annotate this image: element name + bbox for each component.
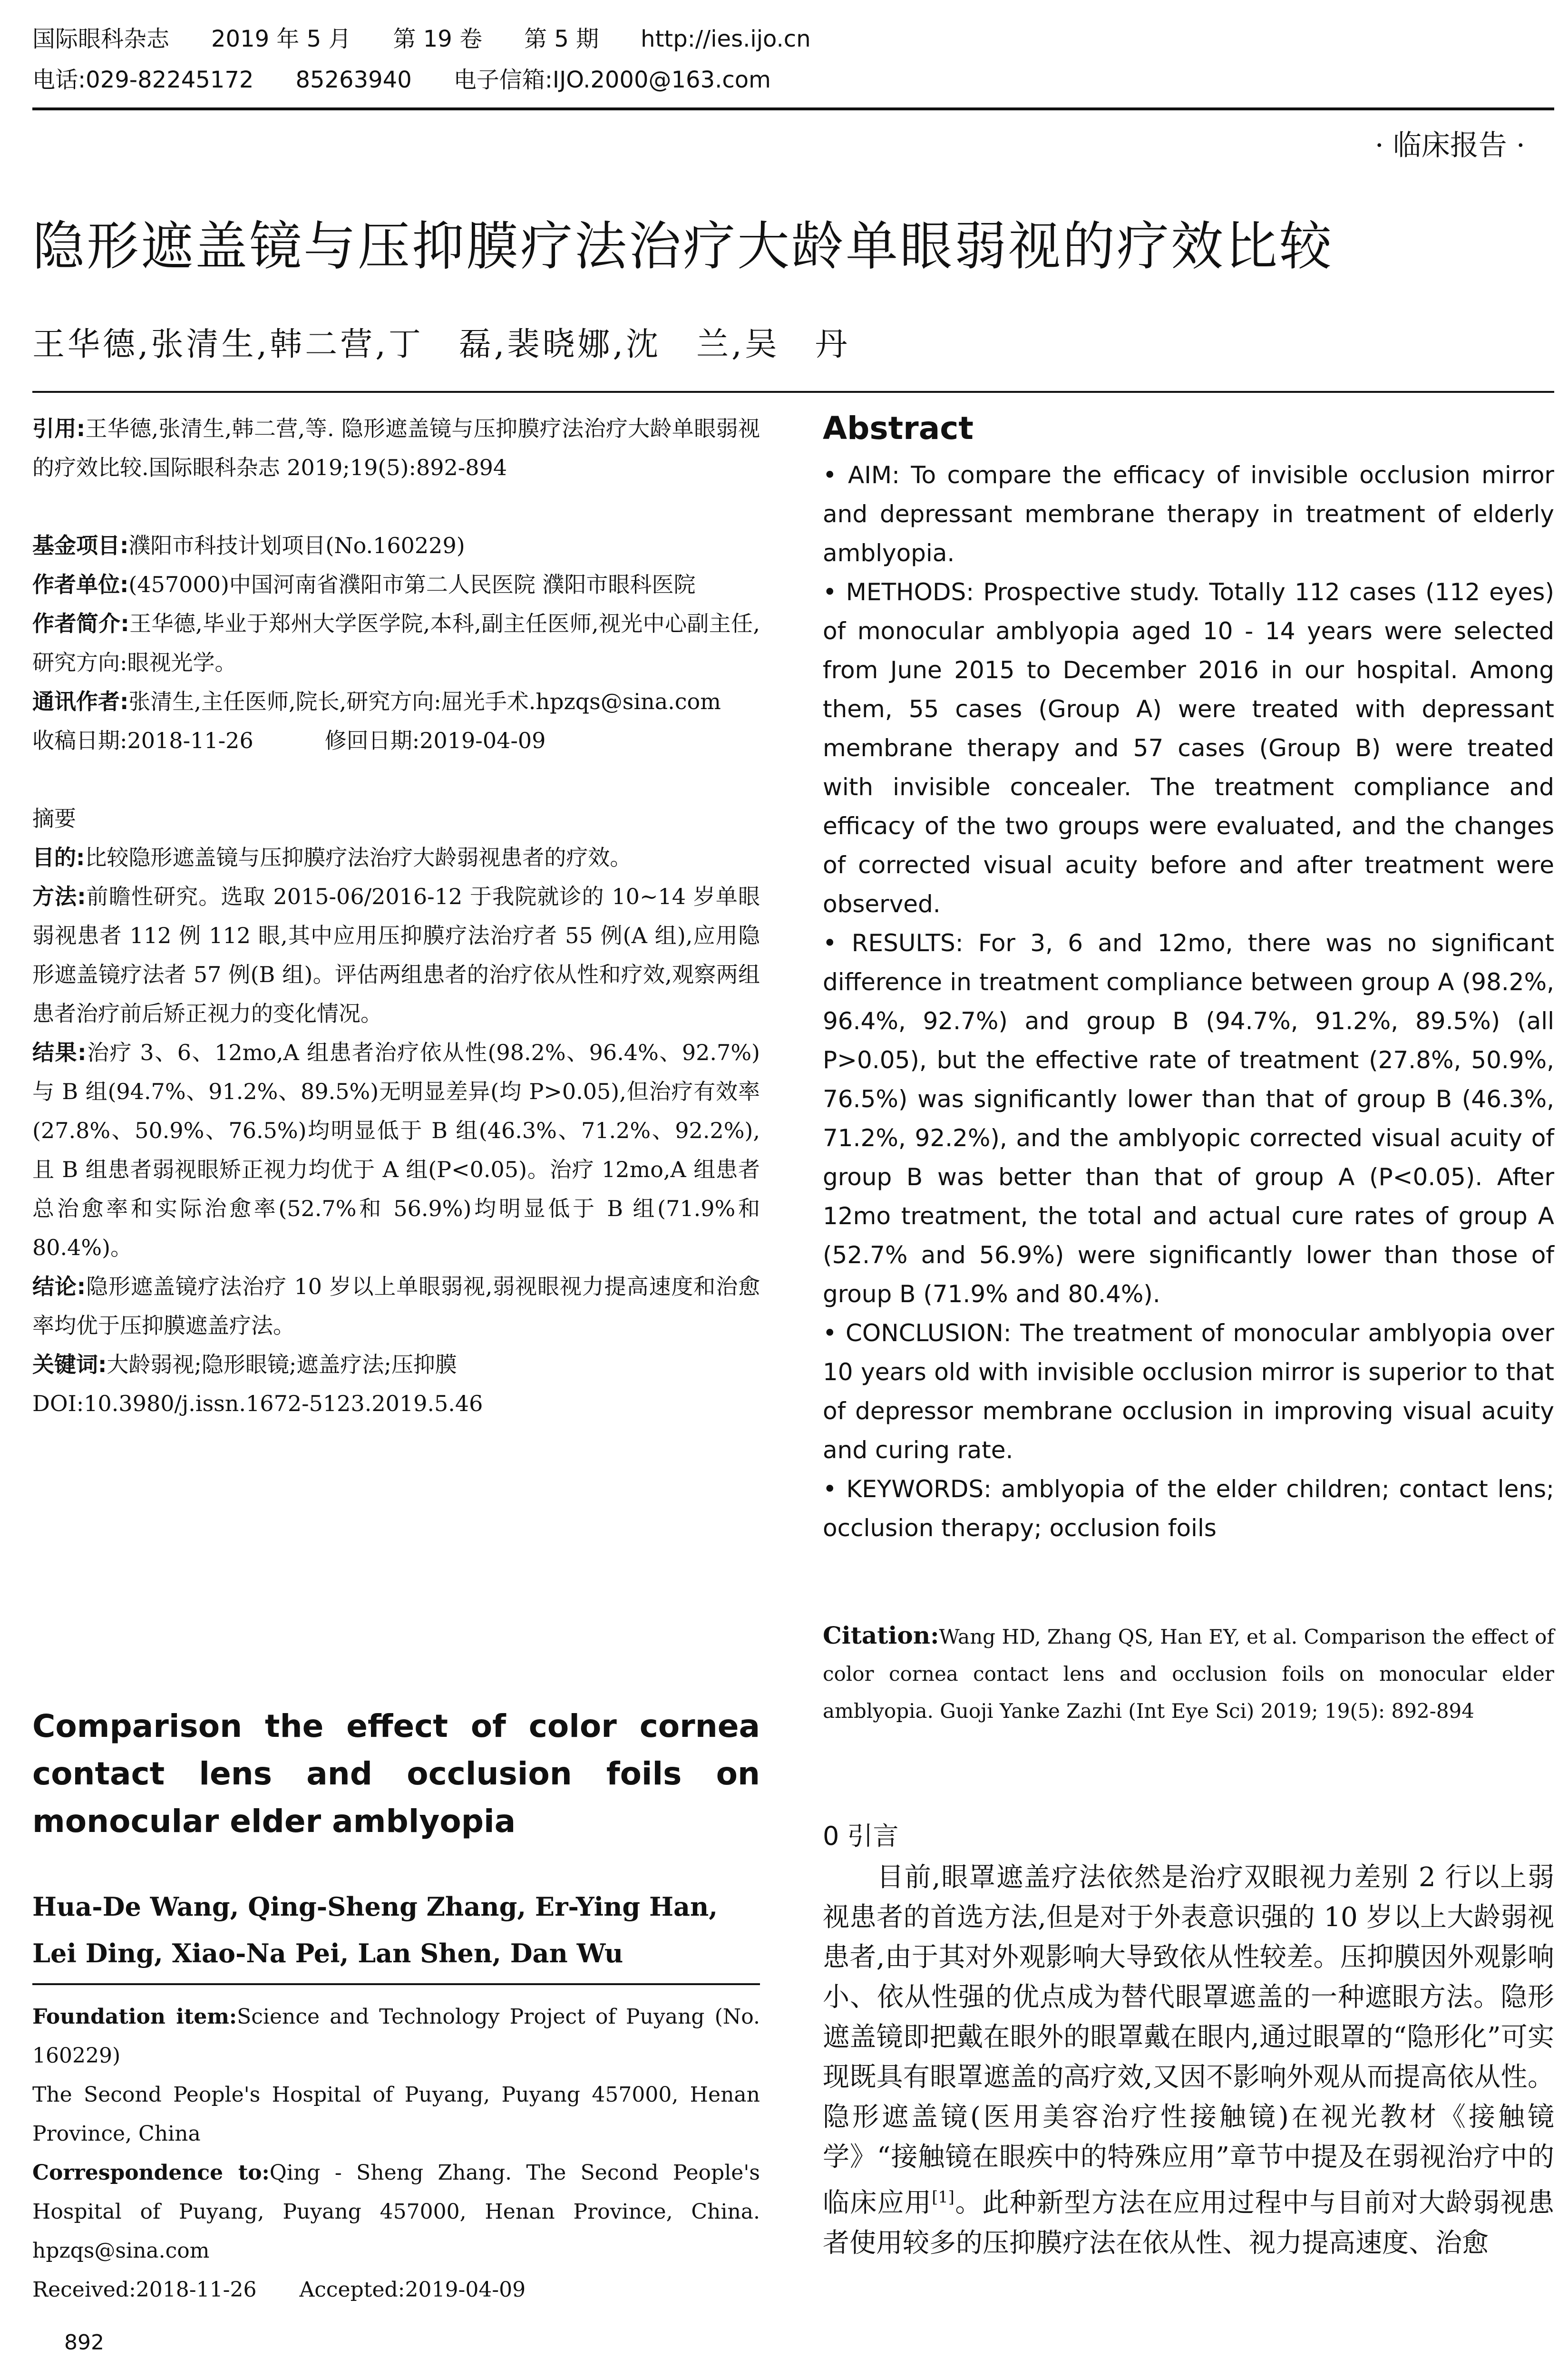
correspondence-en: Correspondence to:Qing - Sheng Zhang. The Second People's Hospital of Puyang, Puyang 457000, Henan Province, China. hpzqs@sina.com <box>32 2161 760 2263</box>
author-unit: 作者单位:(457000)中国河南省濮阳市第二人民医院 濮阳市眼科医院 <box>32 572 696 597</box>
english-authors-rule <box>32 1983 760 1985</box>
foundation-item-en: Foundation item:Science and Technology Project of Puyang (No. 160229) <box>32 2005 760 2068</box>
introduction-heading: 0 引言 <box>823 1821 899 1851</box>
email[interactable]: 电子信箱:IJO.2000@163.com <box>453 67 771 93</box>
abstract-aim-cn: 目的:比较隐形遮盖镜与压抑膜疗法治疗大龄弱视患者的疗效。 <box>32 845 632 870</box>
abstract-result-cn: 结果:治疗 3、6、12mo,A 组患者治疗依从性(98.2%、96.4%、92.7%)与 B 组(94.7%、91.2%、89.5%)无明显差异(均 P>0.05),但治疗有效率(27.8%、50.9%、76.5%)均明显低于 B 组(46.3%、71.2%、92.2%),且 B 组患者弱视眼矫正视力均优于 A 组(P<0.05)。治疗 12mo,A 组患者总治愈率和实际治愈率(52.7%和 56.9%)均明显低于 B 组(71.9%和 80.4%)。 <box>32 1040 760 1260</box>
journal-header-line-2 <box>32 62 813 98</box>
corresponding-author: 通讯作者:张清生,主任医师,院长,研究方向:屈光手术.hpzqs@sina.com <box>32 689 721 714</box>
abstract-aim-en: • AIM: To compare the efficacy of invisible occlusion mirror and depressant membrane therapy in treatment of elderly amblyopia. <box>823 461 1554 567</box>
page-title: 隐形遮盖镜与压抑膜疗法治疗大龄单眼弱视的疗效比较 <box>32 216 1334 277</box>
abstract-methods-en: • METHODS: Prospective study. Totally 112 cases (112 eyes) of monocular amblyopia aged 10 - 14 years were selected from June 2015 to December 2016 in our hospital. Among them, 55 cases (Group A) were treated with depressant membrane therapy and 57 cases (Group B) were treated with invisible concealer. The treatment compliance and efficacy of the two groups were evaluated, and the changes of corrected visual acuity before and after treatment were observed. <box>823 578 1554 918</box>
journal-header-line-1 <box>32 21 853 57</box>
keywords-en: • KEYWORDS: amblyopia of the elder children; contact lens; occlusion therapy; occlusion foils <box>823 1475 1554 1542</box>
abstract-results-en: • RESULTS: For 3, 6 and 12mo, there was no significant difference in treatment compliance between group A (98.2%, 96.4%, 92.7%) and group B (94.7%, 91.2%, 89.5%) (all P>0.05), but the effective rate of treatment (27.8%, 50.9%, 76.5%) was significantly lower than that of group B (46.3%, 71.2%, 92.2%), and the amblyopic corrected visual acuity of group B was better than that of group A (P<0.05). After 12mo treatment, the total and actual cure rates of group A (52.7% and 56.9%) were significantly lower than those of group B (71.9% and 80.4%). <box>823 929 1554 1308</box>
citation-cn: 引用:王华德,张清生,韩二营,等. 隐形遮盖镜与压抑膜疗法治疗大龄单眼弱视的疗效比较.国际眼科杂志 2019;19(5):892-894 <box>32 416 760 480</box>
dates-en: Received:2018-11-26 Accepted:2019-04-09 <box>32 2278 526 2302</box>
keywords-cn: 关键词:大龄弱视;隐形眼镜;遮盖疗法;压抑膜 <box>32 1352 457 1377</box>
page-number: 892 <box>64 2330 104 2355</box>
abstract-method-cn: 方法:前瞻性研究。选取 2015-06/2016-12 于我院就诊的 10~14 岁单眼弱视患者 112 例 112 眼,其中应用压抑膜疗法治疗者 55 例(A 组),应用隐形遮盖镜疗法者 57 例(B 组)。评估两组患者的治疗依从性和疗效,观察两组患者治疗前后矫正视力的变化情况。 <box>32 884 760 1026</box>
abstract-title-en: Abstract <box>823 410 974 447</box>
issue: 第 5 期 <box>524 26 599 52</box>
author-bio: 作者简介:王华德,毕业于郑州大学医学院,本科,副主任医师,视光中心副主任,研究方向:眼视光学。 <box>32 611 760 675</box>
english-title: Comparison the effect of color cornea contact lens and occlusion foils on monocular elder amblyopia <box>32 1708 760 1840</box>
section-label: · 临床报告 · <box>1374 129 1525 162</box>
citation-en: Citation:Wang HD, Zhang QS, Han EY, et al. Comparison the effect of color cornea contact lens and occlusion foils on monocular elder amblyopia. Guoji Yanke Zazhi (Int Eye Sci) 2019; 19(5): 892-894 <box>823 1621 1554 1723</box>
left-column-metadata <box>32 409 760 1423</box>
volume: 第 19 卷 <box>393 26 483 52</box>
phone-2: 85263940 <box>295 67 412 93</box>
fund-item: 基金项目:濮阳市科技计划项目(No.160229) <box>32 533 465 558</box>
english-metadata <box>32 1997 760 2309</box>
journal-url[interactable]: http://ies.ijo.cn <box>641 26 811 52</box>
abstract-conclusion-cn: 结论:隐形遮盖镜疗法治疗 10 岁以上单眼弱视,弱视眼视力提高速度和治愈率均优于压抑膜遮盖疗法。 <box>32 1274 760 1338</box>
abstract-body-en <box>823 456 1554 1548</box>
abstract-conclusion-en: • CONCLUSION: The treatment of monocular amblyopia over 10 years old with invisible occlusion mirror is superior to that of depressor membrane occlusion in improving visual acuity and curing rate. <box>823 1319 1554 1464</box>
journal-name: 国际眼科杂志 <box>32 26 170 52</box>
introduction-body: 目前,眼罩遮盖疗法依然是治疗双眼视力差别 2 行以上弱视患者的首选方法,但是对于外表意识强的 10 岁以上大龄弱视患者,由于其对外观影响大导致依从性较差。压抑膜因外观影响小、依从性强的优点成为替代眼罩遮盖的一种遮眼方法。隐形遮盖镜即把戴在眼外的眼罩戴在眼内,通过眼罩的“隐形化”可实现既具有眼罩遮盖的高疗效,又因不影响外观从而提高依从性。隐形遮盖镜(医用美容治疗性接触镜)在视光教材《接触镜学》“接触镜在眼疾中的特殊应用”章节中提及在弱视治疗中的临床应用[1]。此种新型方法在应用过程中与目前对大龄弱视患者使用较多的压抑膜疗法在依从性、视力提高速度、治愈 <box>823 1862 1555 2259</box>
doi[interactable]: DOI:10.3980/j.issn.1672-5123.2019.5.46 <box>32 1391 483 1416</box>
unit-en: The Second People's Hospital of Puyang, Puyang 457000, Henan Province, China <box>32 2083 760 2146</box>
dates-cn: 收稿日期:2018-11-26 修回日期:2019-04-09 <box>32 728 546 753</box>
reference-1[interactable]: [1] <box>932 2188 954 2206</box>
header-rule <box>32 107 1554 110</box>
title-rule <box>32 391 1554 393</box>
english-authors: Hua-De Wang, Qing-Sheng Zhang, Er-Ying Han, Lei Ding, Xiao-Na Pei, Lan Shen, Dan Wu <box>32 1891 718 1968</box>
phone: 电话:029-82245172 <box>32 67 254 93</box>
abstract-heading-cn: 摘要 <box>32 806 76 831</box>
issue-date: 2019 年 5 月 <box>211 26 351 52</box>
authors: 王华德,张清生,韩二营,丁 磊,裴晓娜,沈 兰,吴 丹 <box>32 326 850 363</box>
